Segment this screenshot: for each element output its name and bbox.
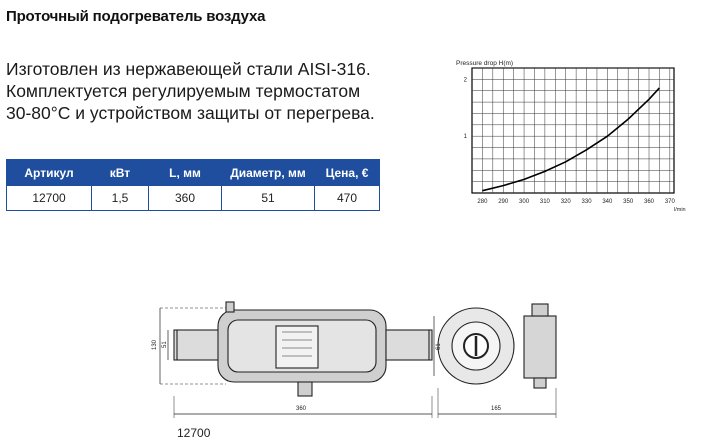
chart-x-tick-label: 320	[560, 199, 571, 205]
chart-x-tick-label: 340	[602, 199, 613, 205]
product-title: Проточный подогреватель воздуха	[6, 8, 266, 25]
chart-x-tick-label: 330	[581, 199, 592, 205]
heater-technical-drawing	[146, 296, 566, 426]
chart-series-line	[482, 88, 659, 191]
cell-price: 470	[315, 186, 380, 211]
pressure-drop-chart	[452, 56, 692, 216]
control-box	[524, 316, 556, 378]
chart-ticks	[464, 77, 676, 205]
side-height-label: 61	[436, 343, 442, 350]
chart-y-tick-label: 1	[463, 134, 467, 141]
product-description	[6, 58, 426, 124]
chart-frame	[472, 68, 674, 193]
chart-x-tick-label: 370	[664, 199, 675, 205]
depth-dimension-label: 165	[491, 406, 502, 412]
chart-x-axis-label: l/min	[674, 207, 686, 213]
length-dimension-label: 360	[296, 406, 307, 412]
header-power: кВт	[92, 160, 149, 186]
outlet-pipe	[386, 330, 432, 360]
chart-x-tick-label: 360	[644, 199, 655, 205]
chart-x-tick-label: 310	[539, 199, 550, 205]
spec-table-header-row	[7, 160, 380, 186]
description-line: Изготовлен из нержавеющей стали AISI-316.	[6, 59, 371, 79]
chart-x-tick-label: 290	[498, 199, 509, 205]
table-row	[7, 186, 380, 211]
chart-y-tick-label: 2	[463, 77, 467, 84]
chart-x-tick-label: 280	[477, 199, 488, 205]
header-length: L, мм	[149, 160, 222, 186]
chart-x-tick-label: 300	[519, 199, 530, 205]
header-diameter: Диаметр, мм	[222, 160, 315, 186]
pipe-diameter-label: 51	[162, 341, 168, 348]
description-line: Комплектуется регулируемым термостатом	[6, 81, 361, 101]
header-price: Цена, €	[315, 160, 380, 186]
inlet-pipe	[174, 330, 224, 360]
height-dimension-label: 130	[152, 339, 158, 350]
chart-grid	[472, 68, 674, 193]
spec-table	[6, 159, 380, 211]
model-number-label: 12700	[177, 426, 211, 440]
cell-article: 12700	[7, 186, 92, 211]
chart-y-axis-label: Pressure drop H(m)	[456, 60, 514, 67]
cell-length: 360	[149, 186, 222, 211]
cell-power: 1,5	[92, 186, 149, 211]
cell-diameter: 51	[222, 186, 315, 211]
header-article: Артикул	[7, 160, 92, 186]
chart-x-tick-label: 350	[623, 199, 634, 205]
description-line: 30-80°С и устройством защиты от перегрева.	[6, 103, 375, 123]
